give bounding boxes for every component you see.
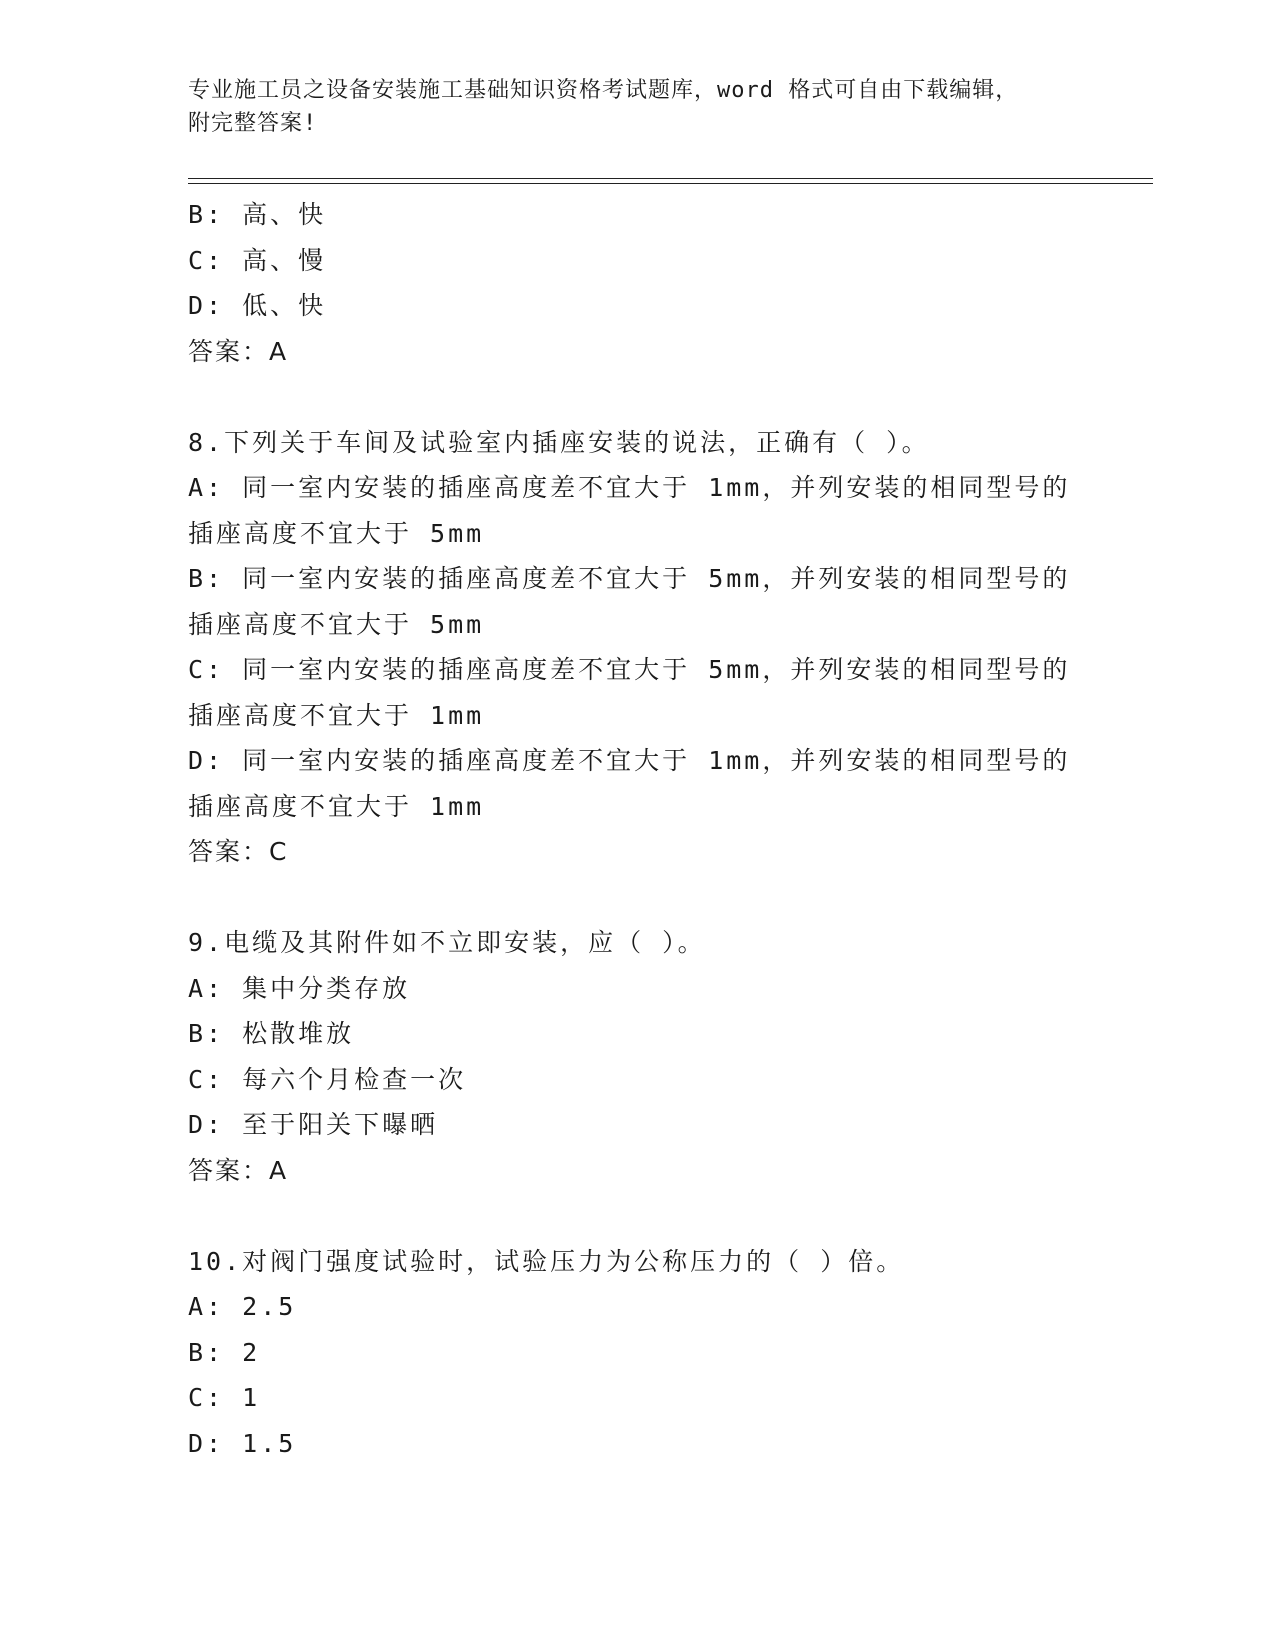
spacer [188,1193,1088,1239]
q7-option-b: B: 高、快 [188,200,327,229]
question-9 [188,920,1088,1193]
header-divider-top [188,178,1153,179]
q10-question: 10.对阀门强度试验时，试验压力为公称压力的（ ）倍。 [188,1246,905,1276]
q10-option-c: C: 1 [188,1383,261,1412]
question-7-remainder [188,192,1088,374]
q8-answer: 答案：C [188,837,289,866]
q8-option-a-line-2: 插座高度不宜大于 5mm [188,518,485,548]
q8-option-d-line-2: 插座高度不宜大于 1mm [188,791,485,821]
q7-option-c: C: 高、慢 [188,245,327,275]
question-list [188,192,1088,1466]
q9-option-d: D: 至于阳关下曝晒 [188,1110,439,1139]
q8-option-c-line-2: 插座高度不宜大于 1mm [188,700,485,730]
q10-option-b: B: 2 [188,1337,261,1367]
q10-option-a: A: 2.5 [188,1292,297,1321]
question-8 [188,420,1088,875]
q8-option-a-line-1: A: 同一室内安装的插座高度差不宜大于 1mm，并列安装的相同型号的 [188,473,1071,502]
spacer [188,875,1088,921]
q8-question: 8.下列关于车间及试验室内插座安装的说法，正确有（ ）。 [188,427,930,457]
q8-option-b-line-2: 插座高度不宜大于 5mm [188,609,485,639]
q7-option-d: D: 低、快 [188,291,327,320]
q9-option-c: C: 每六个月检查一次 [188,1064,467,1094]
header-line-1: 专业施工员之设备安装施工基础知识资格考试题库，word 格式可自由下载编辑， [188,78,1019,103]
header-divider-bottom [188,183,1153,184]
q9-option-b: B: 松散堆放 [188,1019,355,1048]
q7-answer: 答案：A [188,336,289,366]
question-10 [188,1239,1088,1467]
q9-answer: 答案：A [188,1155,289,1185]
q8-option-b-line-1: B: 同一室内安装的插座高度差不宜大于 5mm，并列安装的相同型号的 [188,564,1071,593]
q8-option-c-line-1: C: 同一室内安装的插座高度差不宜大于 5mm，并列安装的相同型号的 [188,655,1071,684]
q9-option-a: A: 集中分类存放 [188,973,411,1003]
q8-option-d-line-1: D: 同一室内安装的插座高度差不宜大于 1mm，并列安装的相同型号的 [188,746,1071,775]
header-line-2: 附完整答案! [188,111,318,136]
document-header [188,74,1088,140]
spacer [188,374,1088,420]
q10-option-d: D: 1.5 [188,1428,297,1458]
q9-question: 9.电缆及其附件如不立即安装，应（ ）。 [188,928,706,957]
